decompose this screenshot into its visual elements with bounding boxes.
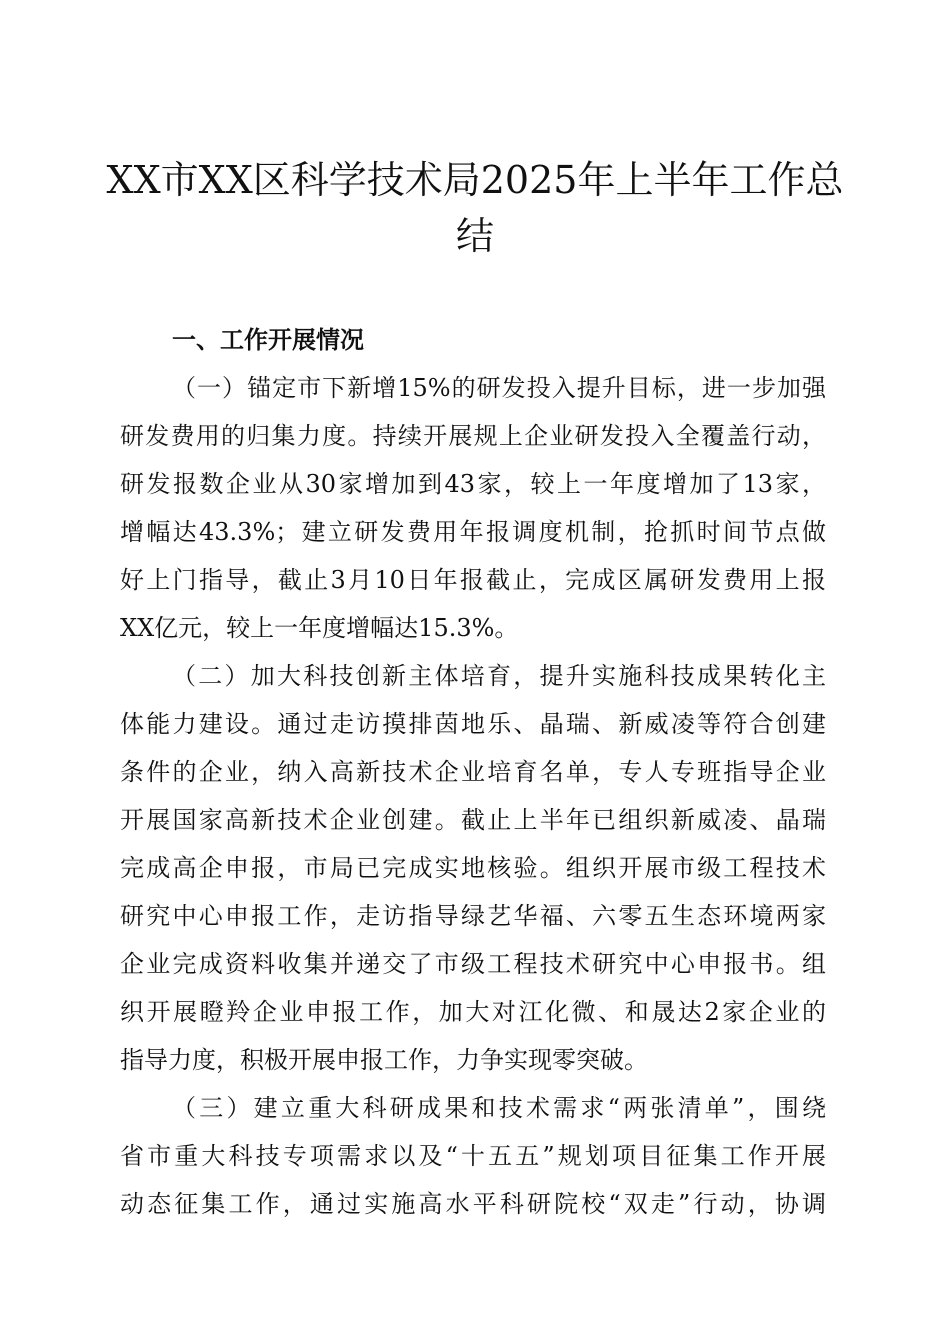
paragraph-line: 完成高企申报，市局已完成实地核验。组织开展市级工程技术 (120, 854, 826, 882)
document-body (120, 316, 826, 1228)
title-line-1: XX市XX区科学技术局2025年上半年工作总 (106, 158, 844, 202)
paragraph-1 (120, 364, 826, 652)
paragraph-line: 体能力建设。通过走访摸排茵地乐、晶瑞、新威凌等符合创建 (120, 710, 826, 738)
paragraph-line: XX亿元，较上一年度增幅达15.3%。 (120, 614, 519, 642)
paragraph-line: 研究中心申报工作，走访指导绿艺华福、六零五生态环境两家 (120, 902, 826, 930)
paragraph-line: 条件的企业，纳入高新技术企业培育名单，专人专班指导企业 (120, 758, 826, 786)
title-line-2: 结 (455, 214, 494, 258)
paragraph-line: 省市重大科技专项需求以及“十五五”规划项目征集工作开展 (120, 1142, 826, 1170)
paragraph-line: 企业完成资料收集并递交了市级工程技术研究中心申报书。组 (120, 950, 826, 978)
paragraph-line: 增幅达43.3%；建立研发费用年报调度机制，抢抓时间节点做 (120, 518, 826, 546)
paragraph-line: 动态征集工作，通过实施高水平科研院校“双走”行动，协调 (120, 1190, 826, 1218)
paragraph-line: 好上门指导，截止3月10日年报截止，完成区属研发费用上报 (120, 566, 826, 594)
paragraph-line: （一）锚定市下新增15%的研发投入提升目标，进一步加强 (172, 374, 826, 402)
paragraph-line: 研发报数企业从30家增加到43家，较上一年度增加了13家， (120, 470, 826, 498)
paragraph-line: 指导力度，积极开展申报工作，力争实现零突破。 (120, 1046, 648, 1074)
paragraph-2 (120, 652, 826, 1084)
paragraph-3 (120, 1084, 826, 1228)
paragraph-line: （三）建立重大科研成果和技术需求“两张清单”，围绕 (172, 1094, 826, 1122)
paragraph-line: （二）加大科技创新主体培育，提升实施科技成果转化主 (172, 662, 826, 690)
paragraph-line: 开展国家高新技术企业创建。截止上半年已组织新威凌、晶瑞 (120, 806, 826, 834)
document-title (100, 152, 850, 264)
section-heading: 一、工作开展情况 (172, 326, 364, 354)
paragraph-line: 研发费用的归集力度。持续开展规上企业研发投入全覆盖行动， (120, 422, 826, 450)
paragraph-line: 织开展瞪羚企业申报工作，加大对江化微、和晟达2家企业的 (120, 998, 826, 1026)
